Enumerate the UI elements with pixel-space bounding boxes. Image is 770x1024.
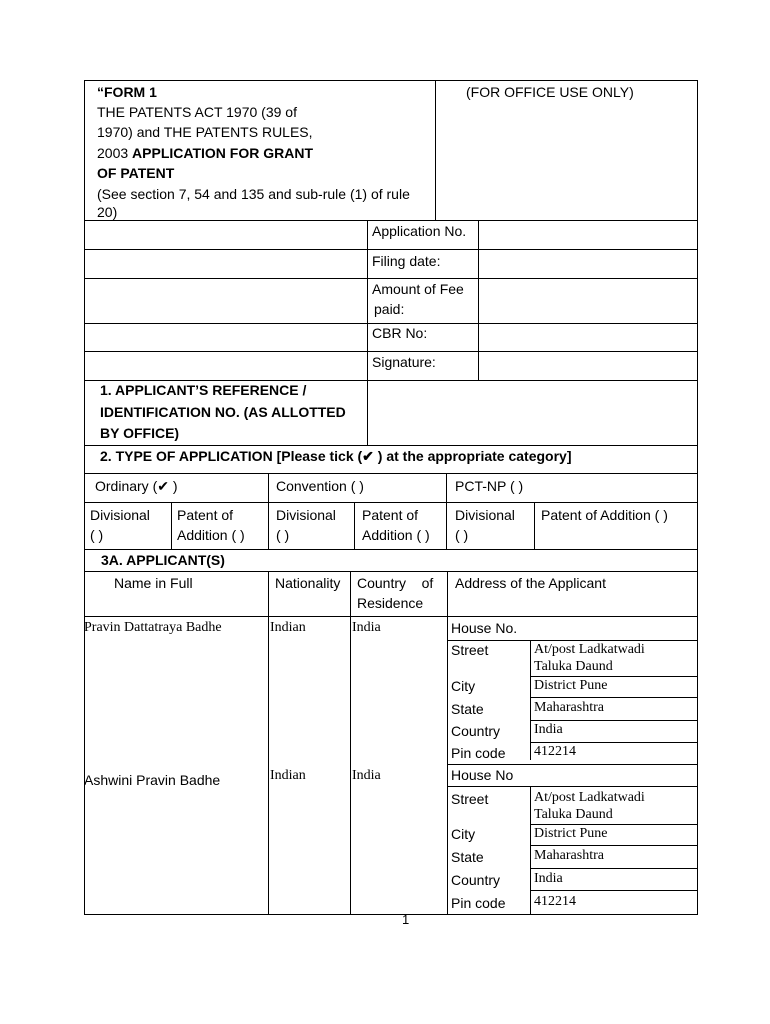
- city-label: City: [451, 826, 476, 842]
- house-no-label: House No: [451, 767, 514, 783]
- patent-of-addition-option-3[interactable]: Patent of Addition ( ): [541, 507, 668, 523]
- section1-line-1: 1. APPLICANT’S REFERENCE /: [100, 382, 307, 398]
- street-value-line-2: Taluka Daund: [534, 659, 613, 674]
- state-label: State: [451, 849, 484, 865]
- pin-code-value: 412214: [534, 744, 576, 759]
- signature-label: Signature:: [372, 354, 436, 370]
- section3a-title: 3A. APPLICANT(S): [101, 552, 225, 568]
- pin-code-label: Pin code: [451, 895, 506, 911]
- street-value-line-1: At/post Ladkatwadi: [534, 790, 645, 805]
- street-value-line-2: Taluka Daund: [534, 807, 613, 822]
- act-line-4: OF PATENT: [97, 165, 175, 181]
- pct-np-option[interactable]: PCT-NP ( ): [455, 478, 524, 494]
- divisional-option-1[interactable]: Divisional ( ): [90, 507, 150, 543]
- border-top: [84, 80, 698, 81]
- applicant-name: Pravin Dattatraya Badhe: [84, 620, 222, 635]
- pin-code-label: Pin code: [451, 745, 506, 761]
- application-no-label: Application No.: [372, 223, 467, 239]
- col-address-header: Address of the Applicant: [455, 575, 606, 591]
- col-country-header-line-1: Country of: [357, 575, 434, 591]
- act-line-2: 1970) and THE PATENTS RULES,: [97, 124, 313, 140]
- fee-label-line-1: Amount of Fee: [372, 281, 464, 297]
- street-label: Street: [451, 791, 489, 807]
- state-value: Maharashtra: [534, 848, 604, 863]
- section1-line-2: IDENTIFICATION NO. (AS ALLOTTED: [100, 404, 346, 420]
- see-section-line-2: 20): [97, 204, 118, 220]
- state-value: Maharashtra: [534, 700, 604, 715]
- applicant-country: India: [352, 768, 381, 783]
- pin-code-value: 412214: [534, 894, 576, 909]
- divisional-option-3[interactable]: Divisional ( ): [455, 507, 515, 543]
- header-divider: [435, 80, 436, 220]
- state-label: State: [451, 701, 484, 717]
- filing-date-label: Filing date:: [372, 253, 441, 269]
- patent-of-addition-option-1[interactable]: Patent of Addition ( ): [177, 507, 245, 543]
- see-section-line-1: (See section 7, 54 and 135 and sub-rule (1) of rule: [97, 186, 410, 202]
- country-value: India: [534, 722, 563, 737]
- street-value-line-1: At/post Ladkatwadi: [534, 642, 645, 657]
- office-use-label: (FOR OFFICE USE ONLY): [466, 84, 634, 100]
- city-value: District Pune: [534, 826, 608, 841]
- country-label: Country: [451, 872, 501, 888]
- act-line-3: 2003 APPLICATION FOR GRANT: [97, 145, 314, 161]
- ordinary-option[interactable]: Ordinary (✔ ): [95, 478, 178, 494]
- act-line-1: THE PATENTS ACT 1970 (39 of: [97, 104, 297, 120]
- cbr-no-label: CBR No:: [372, 325, 428, 341]
- fee-label-line-2: paid:: [374, 301, 405, 317]
- applicant-nationality: Indian: [270, 768, 306, 783]
- page-number: 1: [402, 912, 410, 927]
- house-no-label: House No.: [451, 620, 518, 636]
- country-value: India: [534, 871, 563, 886]
- border-right: [697, 80, 698, 915]
- col-name-header: Name in Full: [114, 575, 193, 591]
- col-nationality-header: Nationality: [275, 575, 341, 591]
- patent-of-addition-option-2[interactable]: Patent of Addition ( ): [362, 507, 430, 543]
- city-value: District Pune: [534, 678, 608, 693]
- convention-option[interactable]: Convention ( ): [276, 478, 364, 494]
- form-title: “FORM 1: [97, 84, 157, 100]
- divisional-option-2[interactable]: Divisional ( ): [276, 507, 336, 543]
- country-label: Country: [451, 723, 501, 739]
- street-label: Street: [451, 642, 489, 658]
- city-label: City: [451, 678, 476, 694]
- applicant-country: India: [352, 620, 381, 635]
- section2-title: 2. TYPE OF APPLICATION [Please tick (✔ ) at the appropriate category]: [100, 448, 572, 464]
- col-country-header-line-2: Residence: [357, 595, 424, 611]
- applicant-nationality: Indian: [270, 620, 306, 635]
- applicant-name: Ashwini Pravin Badhe: [84, 772, 221, 788]
- section1-line-3: BY OFFICE): [100, 425, 180, 441]
